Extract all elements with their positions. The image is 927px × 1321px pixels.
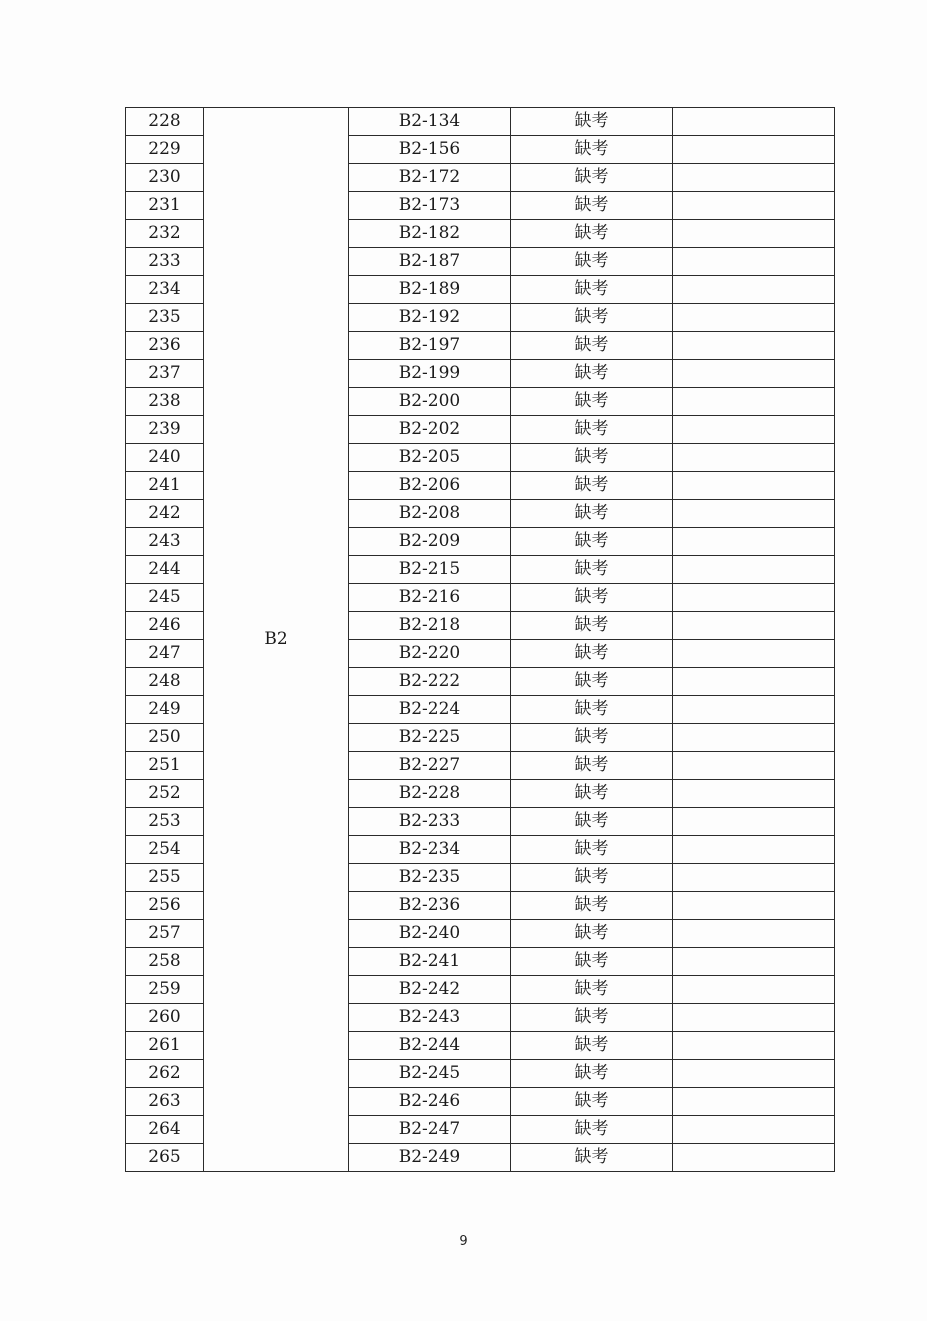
status-cell: 缺考: [511, 556, 673, 584]
status-cell: 缺考: [511, 332, 673, 360]
candidate-id-cell: B2-235: [349, 864, 511, 892]
candidate-id-cell: B2-218: [349, 612, 511, 640]
note-cell: [673, 472, 835, 500]
page-number: 9: [459, 1234, 468, 1249]
candidate-id-cell: B2-156: [349, 136, 511, 164]
note-cell: [673, 304, 835, 332]
candidate-id-cell: B2-242: [349, 976, 511, 1004]
status-cell: 缺考: [511, 696, 673, 724]
note-cell: [673, 1032, 835, 1060]
row-number-cell: 239: [126, 416, 204, 444]
category-cell: B2: [204, 108, 349, 1172]
candidate-id-cell: B2-200: [349, 388, 511, 416]
candidate-id-cell: B2-205: [349, 444, 511, 472]
row-number-cell: 251: [126, 752, 204, 780]
status-cell: 缺考: [511, 304, 673, 332]
status-cell: 缺考: [511, 1144, 673, 1172]
status-cell: 缺考: [511, 836, 673, 864]
status-cell: 缺考: [511, 276, 673, 304]
note-cell: [673, 584, 835, 612]
note-cell: [673, 164, 835, 192]
note-cell: [673, 808, 835, 836]
status-cell: 缺考: [511, 752, 673, 780]
candidate-id-cell: B2-202: [349, 416, 511, 444]
status-cell: 缺考: [511, 360, 673, 388]
candidate-id-cell: B2-189: [349, 276, 511, 304]
status-cell: 缺考: [511, 220, 673, 248]
note-cell: [673, 668, 835, 696]
status-cell: 缺考: [511, 248, 673, 276]
note-cell: [673, 136, 835, 164]
row-number-cell: 241: [126, 472, 204, 500]
status-cell: 缺考: [511, 1088, 673, 1116]
note-cell: [673, 1116, 835, 1144]
row-number-cell: 244: [126, 556, 204, 584]
row-number-cell: 237: [126, 360, 204, 388]
row-number-cell: 265: [126, 1144, 204, 1172]
note-cell: [673, 696, 835, 724]
status-cell: 缺考: [511, 1060, 673, 1088]
candidate-id-cell: B2-172: [349, 164, 511, 192]
candidate-id-cell: B2-249: [349, 1144, 511, 1172]
row-number-cell: 246: [126, 612, 204, 640]
candidate-id-cell: B2-216: [349, 584, 511, 612]
status-cell: 缺考: [511, 528, 673, 556]
row-number-cell: 257: [126, 920, 204, 948]
note-cell: [673, 780, 835, 808]
candidate-id-cell: B2-209: [349, 528, 511, 556]
candidate-id-cell: B2-197: [349, 332, 511, 360]
status-cell: 缺考: [511, 500, 673, 528]
candidate-id-cell: B2-215: [349, 556, 511, 584]
candidate-id-cell: B2-208: [349, 500, 511, 528]
note-cell: [673, 500, 835, 528]
row-number-cell: 229: [126, 136, 204, 164]
row-number-cell: 243: [126, 528, 204, 556]
status-cell: 缺考: [511, 136, 673, 164]
note-cell: [673, 724, 835, 752]
candidate-id-cell: B2-240: [349, 920, 511, 948]
note-cell: [673, 444, 835, 472]
candidate-id-cell: B2-206: [349, 472, 511, 500]
row-number-cell: 234: [126, 276, 204, 304]
candidate-id-cell: B2-222: [349, 668, 511, 696]
note-cell: [673, 976, 835, 1004]
status-cell: 缺考: [511, 472, 673, 500]
row-number-cell: 245: [126, 584, 204, 612]
candidate-id-cell: B2-225: [349, 724, 511, 752]
row-number-cell: 238: [126, 388, 204, 416]
candidate-id-cell: B2-246: [349, 1088, 511, 1116]
status-cell: 缺考: [511, 584, 673, 612]
note-cell: [673, 948, 835, 976]
row-number-cell: 242: [126, 500, 204, 528]
note-cell: [673, 360, 835, 388]
note-cell: [673, 612, 835, 640]
row-number-cell: 228: [126, 108, 204, 136]
candidate-id-cell: B2-192: [349, 304, 511, 332]
note-cell: [673, 332, 835, 360]
note-cell: [673, 864, 835, 892]
row-number-cell: 230: [126, 164, 204, 192]
status-cell: 缺考: [511, 1116, 673, 1144]
status-cell: 缺考: [511, 976, 673, 1004]
note-cell: [673, 892, 835, 920]
note-cell: [673, 388, 835, 416]
row-number-cell: 260: [126, 1004, 204, 1032]
table-row: [126, 108, 835, 136]
candidate-id-cell: B2-228: [349, 780, 511, 808]
row-number-cell: 256: [126, 892, 204, 920]
status-cell: 缺考: [511, 920, 673, 948]
status-cell: 缺考: [511, 1032, 673, 1060]
candidate-id-cell: B2-220: [349, 640, 511, 668]
candidate-id-cell: B2-241: [349, 948, 511, 976]
candidate-id-cell: B2-134: [349, 108, 511, 136]
status-cell: 缺考: [511, 192, 673, 220]
note-cell: [673, 416, 835, 444]
note-cell: [673, 640, 835, 668]
row-number-cell: 258: [126, 948, 204, 976]
row-number-cell: 250: [126, 724, 204, 752]
status-cell: 缺考: [511, 164, 673, 192]
candidate-id-cell: B2-234: [349, 836, 511, 864]
row-number-cell: 264: [126, 1116, 204, 1144]
candidate-id-cell: B2-233: [349, 808, 511, 836]
row-number-cell: 254: [126, 836, 204, 864]
note-cell: [673, 1088, 835, 1116]
note-cell: [673, 220, 835, 248]
status-cell: 缺考: [511, 612, 673, 640]
candidate-id-cell: B2-187: [349, 248, 511, 276]
absence-table: [125, 107, 835, 1172]
status-cell: 缺考: [511, 444, 673, 472]
candidate-id-cell: B2-199: [349, 360, 511, 388]
candidate-id-cell: B2-243: [349, 1004, 511, 1032]
row-number-cell: 240: [126, 444, 204, 472]
status-cell: 缺考: [511, 724, 673, 752]
note-cell: [673, 752, 835, 780]
note-cell: [673, 1060, 835, 1088]
status-cell: 缺考: [511, 108, 673, 136]
note-cell: [673, 920, 835, 948]
table-body: [126, 108, 835, 1172]
candidate-id-cell: B2-236: [349, 892, 511, 920]
note-cell: [673, 108, 835, 136]
note-cell: [673, 276, 835, 304]
row-number-cell: 235: [126, 304, 204, 332]
note-cell: [673, 1144, 835, 1172]
note-cell: [673, 556, 835, 584]
candidate-id-cell: B2-244: [349, 1032, 511, 1060]
candidate-id-cell: B2-247: [349, 1116, 511, 1144]
row-number-cell: 236: [126, 332, 204, 360]
status-cell: 缺考: [511, 640, 673, 668]
status-cell: 缺考: [511, 416, 673, 444]
row-number-cell: 259: [126, 976, 204, 1004]
row-number-cell: 261: [126, 1032, 204, 1060]
candidate-id-cell: B2-227: [349, 752, 511, 780]
row-number-cell: 233: [126, 248, 204, 276]
status-cell: 缺考: [511, 668, 673, 696]
status-cell: 缺考: [511, 780, 673, 808]
status-cell: 缺考: [511, 388, 673, 416]
row-number-cell: 255: [126, 864, 204, 892]
candidate-id-cell: B2-245: [349, 1060, 511, 1088]
row-number-cell: 232: [126, 220, 204, 248]
row-number-cell: 253: [126, 808, 204, 836]
status-cell: 缺考: [511, 948, 673, 976]
row-number-cell: 247: [126, 640, 204, 668]
status-cell: 缺考: [511, 892, 673, 920]
note-cell: [673, 836, 835, 864]
note-cell: [673, 528, 835, 556]
candidate-id-cell: B2-224: [349, 696, 511, 724]
note-cell: [673, 1004, 835, 1032]
row-number-cell: 262: [126, 1060, 204, 1088]
status-cell: 缺考: [511, 864, 673, 892]
note-cell: [673, 248, 835, 276]
candidate-id-cell: B2-182: [349, 220, 511, 248]
row-number-cell: 248: [126, 668, 204, 696]
status-cell: 缺考: [511, 1004, 673, 1032]
row-number-cell: 249: [126, 696, 204, 724]
status-cell: 缺考: [511, 808, 673, 836]
row-number-cell: 231: [126, 192, 204, 220]
note-cell: [673, 192, 835, 220]
row-number-cell: 263: [126, 1088, 204, 1116]
row-number-cell: 252: [126, 780, 204, 808]
candidate-id-cell: B2-173: [349, 192, 511, 220]
